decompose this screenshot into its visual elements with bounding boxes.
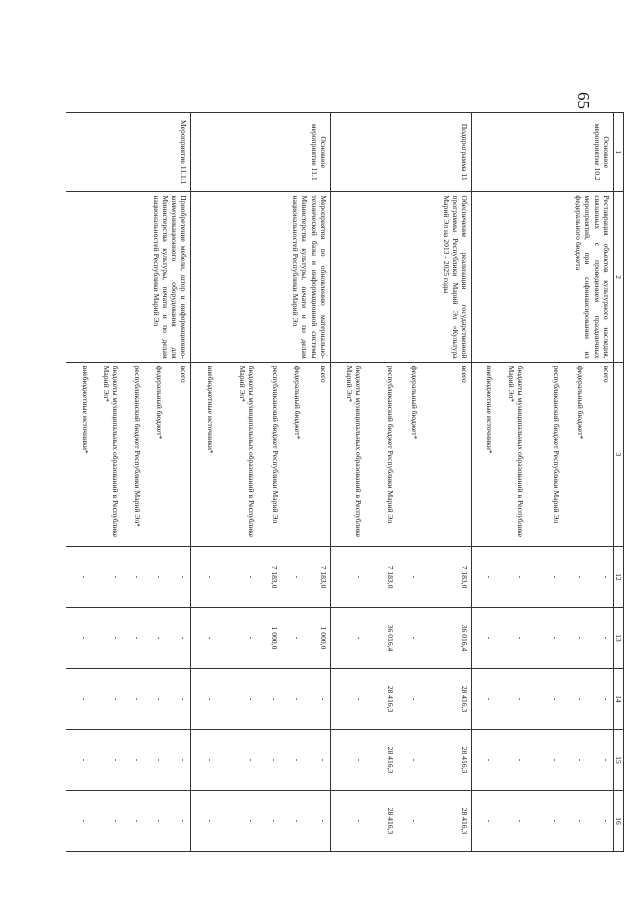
amount-value: - (484, 636, 494, 640)
amount-value: - (205, 819, 215, 823)
amount-value: 36 016,4 (385, 624, 395, 652)
amount-value: - (80, 819, 90, 823)
value-cell-14 (472, 668, 614, 729)
row-name-cell (472, 192, 614, 362)
value-cell-14 (191, 668, 331, 729)
amount-value: - (575, 758, 585, 762)
amount-value: 28 416,3 (460, 685, 470, 713)
col-header-12: 12 (613, 547, 623, 608)
col-header-13: 13 (613, 608, 623, 669)
value-cell-13 (330, 608, 472, 669)
amount-value: - (551, 575, 561, 579)
budget-table (66, 112, 624, 852)
funding-source-label: внебюджетные источники* (80, 365, 90, 454)
amount-value: - (247, 697, 257, 701)
row-code-cell (472, 113, 614, 192)
amount-value: - (292, 636, 302, 640)
amount-value: - (247, 758, 257, 762)
row-code: Мероприятие 11.1.1 (179, 120, 189, 185)
amount-value: - (551, 697, 561, 701)
value-cell-16 (66, 790, 191, 851)
amount-value: - (205, 697, 215, 701)
amount-value: - (484, 758, 494, 762)
amount-value: 28 416,3 (385, 746, 395, 774)
amount-value: - (247, 636, 257, 640)
table-body (66, 113, 614, 852)
amount-value: - (205, 758, 215, 762)
value-cell-12 (472, 547, 614, 608)
amount-value: - (410, 575, 420, 579)
value-cell-16 (191, 790, 331, 851)
amount-value: - (179, 758, 189, 762)
amount-value: - (205, 636, 215, 640)
amount-value: - (516, 575, 526, 579)
value-cell-13 (191, 608, 331, 669)
funding-source-label: бюджеты муниципальных образований в Республике Марий Эл* (102, 365, 121, 538)
amount-value: - (551, 636, 561, 640)
col-header-15: 15 (613, 729, 623, 790)
amount-value: - (516, 697, 526, 701)
funding-source-label: бюджеты муниципальных образований в Республике Марий Эл* (506, 365, 525, 538)
amount-value: - (551, 819, 561, 823)
funding-source-label: бюджеты муниципальных образований в Республике Марий Эл* (345, 365, 364, 538)
amount-value: - (80, 636, 90, 640)
amount-value: - (601, 758, 611, 762)
amount-value: - (247, 819, 257, 823)
amount-value: - (80, 758, 90, 762)
amount-value: - (410, 636, 420, 640)
amount-value: - (270, 758, 280, 762)
amount-value: 7 183,0 (460, 565, 470, 589)
amount-value: - (132, 819, 142, 823)
value-cell-13 (472, 608, 614, 669)
row-name: Обеспечение реализации государственной программы Республики Марий Эл «Культура Марий Эл на 2013 - 2025 годы (441, 195, 470, 359)
value-cell-12 (330, 547, 472, 608)
amount-value: - (80, 697, 90, 701)
row-code-cell (191, 113, 331, 192)
value-cell-16 (330, 790, 472, 851)
amount-value: - (410, 819, 420, 823)
table-row (472, 113, 614, 852)
funding-sources-cell (191, 362, 331, 546)
amount-value: 28 416,3 (460, 746, 470, 774)
funding-source-label: внебюджетные источники* (206, 365, 216, 454)
col-header-14: 14 (613, 668, 623, 729)
amount-value: - (155, 758, 165, 762)
amount-value: 7 183,0 (270, 565, 280, 589)
amount-value: - (111, 575, 121, 579)
amount-value: - (270, 819, 280, 823)
funding-source-label: федеральный бюджет* (155, 365, 165, 440)
value-cell-15 (66, 729, 191, 790)
amount-value: 28 416,3 (385, 807, 395, 835)
funding-sources-cell (66, 362, 191, 546)
amount-value: - (155, 575, 165, 579)
amount-value: - (551, 758, 561, 762)
amount-value: - (132, 575, 142, 579)
amount-value: - (318, 758, 328, 762)
amount-value: - (484, 819, 494, 823)
row-name: Реставрация объектов культурного наследия, связанных с проведением праздничных мероприятий, при софинансировании из федерального бюджета (574, 195, 611, 359)
amount-value: - (484, 697, 494, 701)
col-header-16: 16 (613, 790, 623, 851)
table-row (66, 113, 191, 852)
col-header-2: 2 (613, 192, 623, 362)
value-cell-14 (66, 668, 191, 729)
amount-value: - (292, 575, 302, 579)
amount-value: - (410, 758, 420, 762)
value-cell-15 (330, 729, 472, 790)
amount-value: - (601, 697, 611, 701)
funding-source-label: всего (318, 365, 328, 383)
amount-value: - (111, 697, 121, 701)
value-cell-12 (66, 547, 191, 608)
page-number: 65 (574, 92, 593, 109)
amount-value: - (179, 819, 189, 823)
value-cell-13 (66, 608, 191, 669)
amount-value: 7 183,0 (385, 565, 395, 589)
amount-value: - (132, 636, 142, 640)
funding-source-label: республиканский бюджет Республики Марий Эл (270, 365, 280, 524)
amount-value: 7 183,0 (318, 565, 328, 589)
value-cell-15 (472, 729, 614, 790)
row-name: Приобретение мебели, штор и информационно-коммуникационного оборудования для Министерства культуры, печати и по делам национальностей Республики Марий Эл (151, 195, 189, 359)
row-code: Основное мероприятие 11.1 (309, 123, 328, 181)
funding-source-label: республиканский бюджет Республики Марий Эл (386, 365, 396, 524)
amount-value: - (270, 697, 280, 701)
value-cell-12 (191, 547, 331, 608)
funding-source-label: всего (460, 365, 470, 383)
amount-value: - (575, 575, 585, 579)
amount-value: - (179, 697, 189, 701)
row-code: Подпрограмма 11 (460, 123, 470, 181)
amount-value: - (601, 636, 611, 640)
row-name-cell (191, 192, 331, 362)
row-name-cell (66, 192, 191, 362)
amount-value: 36 016,4 (460, 624, 470, 652)
value-cell-15 (191, 729, 331, 790)
funding-source-label: республиканский бюджет Республики Марий Эл* (133, 365, 143, 527)
amount-value: - (354, 758, 364, 762)
funding-source-label: внебюджетные источники* (485, 365, 495, 454)
amount-value: 28 416,3 (385, 685, 395, 713)
amount-value: - (155, 636, 165, 640)
amount-value: - (111, 758, 121, 762)
funding-source-label: республиканский бюджет Республики Марий Эл (551, 365, 561, 524)
amount-value: - (318, 819, 328, 823)
funding-sources-cell (472, 362, 614, 546)
amount-value: - (155, 819, 165, 823)
amount-value: - (80, 575, 90, 579)
col-header-3: 3 (613, 362, 623, 546)
amount-value: 1 000,0 (318, 626, 328, 650)
col-header-1: 1 (613, 113, 623, 192)
amount-value: - (292, 758, 302, 762)
amount-value: - (354, 819, 364, 823)
amount-value: - (155, 697, 165, 701)
amount-value: - (318, 697, 328, 701)
amount-value: - (354, 697, 364, 701)
funding-sources-cell (330, 362, 472, 546)
funding-source-label: всего (601, 365, 611, 383)
amount-value: - (111, 636, 121, 640)
funding-source-label: федеральный бюджет* (410, 365, 420, 440)
amount-value: - (516, 758, 526, 762)
amount-value: - (132, 697, 142, 701)
amount-value: - (601, 819, 611, 823)
amount-value: - (111, 819, 121, 823)
row-code: Основное мероприятие 10.2 (592, 123, 611, 181)
amount-value: - (292, 819, 302, 823)
row-name: Мероприятия по обновлению материально-технической базы и информационной системы Министерства культуры, печати и по делам национальностей Республики Марий Эл (291, 195, 328, 359)
document-sheet (80, 112, 624, 852)
amount-value: - (516, 636, 526, 640)
amount-value: - (516, 819, 526, 823)
amount-value: - (410, 697, 420, 701)
row-code-cell (330, 113, 472, 192)
amount-value: - (247, 575, 257, 579)
amount-value: - (354, 636, 364, 640)
row-name-cell (330, 192, 472, 362)
funding-source-label: федеральный бюджет* (292, 365, 302, 440)
funding-source-label: всего (179, 365, 189, 383)
table-row (330, 113, 472, 852)
amount-value: - (601, 575, 611, 579)
amount-value: 1 000,0 (270, 626, 280, 650)
value-cell-14 (330, 668, 472, 729)
amount-value: - (179, 575, 189, 579)
amount-value: - (292, 697, 302, 701)
amount-value: 28 416,3 (460, 807, 470, 835)
amount-value: - (132, 758, 142, 762)
column-number-header (613, 113, 623, 852)
funding-source-label: бюджеты муниципальных образований в Республике Марий Эл* (237, 365, 256, 538)
amount-value: - (575, 636, 585, 640)
amount-value: - (575, 819, 585, 823)
amount-value: - (354, 575, 364, 579)
amount-value: - (205, 575, 215, 579)
row-code-cell (66, 113, 191, 192)
amount-value: - (484, 575, 494, 579)
amount-value: - (179, 636, 189, 640)
table-row (191, 113, 331, 852)
amount-value: - (575, 697, 585, 701)
value-cell-16 (472, 790, 614, 851)
funding-source-label: федеральный бюджет* (575, 365, 585, 440)
